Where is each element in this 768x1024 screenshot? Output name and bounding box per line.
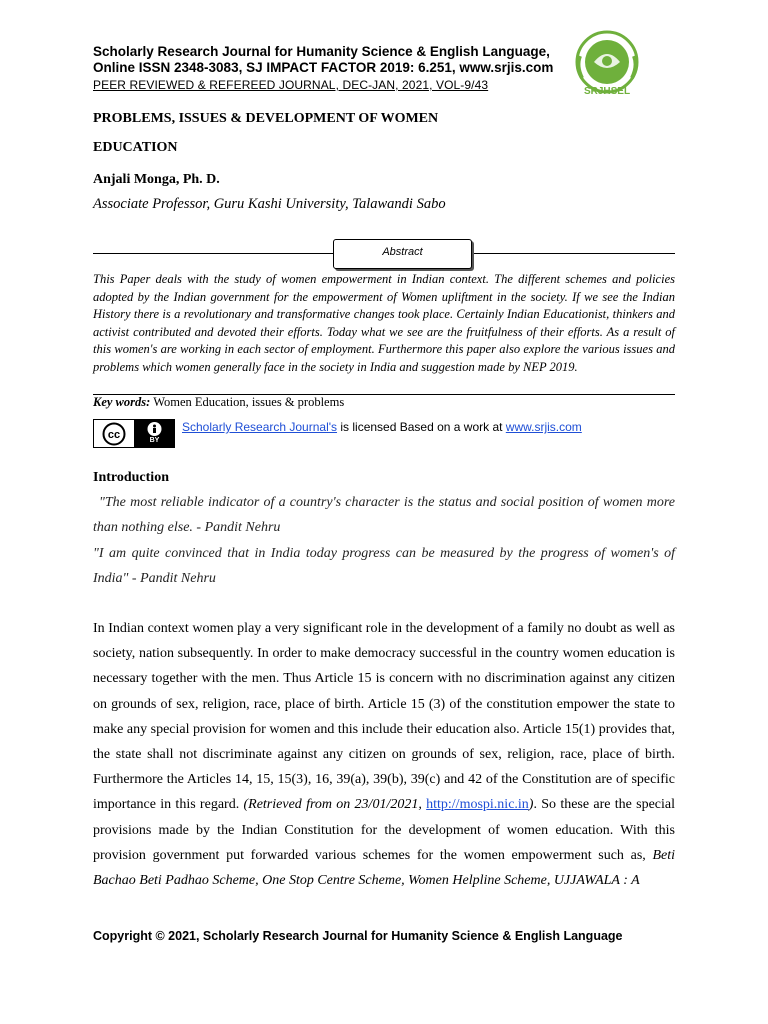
keywords-label: Key words: <box>93 395 151 409</box>
copyright-footer: Copyright © 2021, Scholarly Research Journal for Humanity Science & English Language <box>93 929 623 943</box>
journal-title-line: Scholarly Research Journal for Humanity Science & English Language, <box>93 44 550 59</box>
abstract-text: This Paper deals with the study of women empowerment in Indian context. The different schemes and policies adopted by the Indian government for the empowerment of Women upliftment in the society. If we see the Indian History there is a revolutionary and transformative changes took place. Certainly Indian Educationist, thinkers and activist contributed and devoted their efforts. Today what we see are the fruitfulness of their efforts. As a result of this women's are working in each sector of employment. Furthermore this paper also explore the various issues and problems which women generally face in the society in India and suggestion made by NEP 2019. <box>93 272 675 374</box>
journal-peer-review-line: PEER REVIEWED & REFEREED JOURNAL, DEC-JAN, 2021, VOL-9/43 <box>93 78 489 92</box>
abstract-label-box <box>333 239 472 269</box>
introduction-heading: Introduction <box>93 470 169 485</box>
keywords-value: Women Education, issues & problems <box>153 395 345 409</box>
citation-end: ) <box>528 797 534 813</box>
srjis-site-link[interactable]: www.srjis.com <box>505 420 582 434</box>
by-text: BY <box>149 437 160 444</box>
cc-text: cc <box>107 428 121 441</box>
license-line <box>182 420 582 434</box>
abstract-label: Abstract <box>382 246 423 258</box>
paragraph-text-a: In Indian context women play a very significant role in the development of a family no doubt as well as society, nation subsequently. In order to make democracy successful in the country women education is necessary together with the men. Thus Article 15 is concern with no discrimination against any citizen on grounds of sex, religion, race, place of birth. Article 15 (3) of the constitution empower the state to make any special provision for women and this include their education also. Article 15(1) provides that, the state shall not discriminate against any citizen on grounds of sex, religion, race, place of birth. Furthermore the Articles 14, 15, 15(3), 16, 39(a), 39(b), 39(c) and 42 of the Constitution are of specific importance in this regard. <box>93 621 675 813</box>
author-affiliation: Associate Professor, Guru Kashi University, Talawandi Sabo <box>93 196 446 212</box>
paper-title-line1: PROBLEMS, ISSUES & DEVELOPMENT OF WOMEN <box>93 111 439 126</box>
by-icon <box>135 420 174 447</box>
mospi-link[interactable]: http://mospi.nic.in <box>426 797 529 813</box>
author-name: Anjali Monga, Ph. D. <box>93 172 220 187</box>
citation-text: (Retrieved from on 23/01/2021, <box>243 797 427 813</box>
introduction-paragraph <box>93 616 675 893</box>
logo-text: SRJHSEL <box>583 86 631 97</box>
keywords <box>93 395 344 410</box>
paper-title <box>93 104 513 162</box>
schemes-list: Beti Bachao Beti Padhao Scheme, One Stop Centre Scheme, Women Helpline Scheme, UJJAWALA : A <box>93 847 675 889</box>
nehru-quote-2: "I am quite convinced that in India today progress can be measured by the progress of women's of India" - Pandit Nehru <box>93 546 675 586</box>
paper-title-line2: EDUCATION <box>93 140 178 155</box>
cc-by-badge <box>93 419 175 448</box>
license-middle-text: is licensed Based on a work at <box>337 420 506 434</box>
journal-issn-line: Online ISSN 2348-3083, SJ IMPACT FACTOR 2019: 6.251, www.srjis.com <box>93 60 554 75</box>
journal-link[interactable]: Scholarly Research Journal's <box>182 420 338 434</box>
cc-icon <box>94 420 135 447</box>
paragraph-text-b: . So these are the special provisions made by the Indian Constitution for the development of women education. With this provision government put forwarded various schemes for the women empowerment such as, <box>93 797 675 863</box>
journal-logo <box>568 26 646 104</box>
nehru-quote-1: "The most reliable indicator of a country's character is the status and social position of women more than nothing else. - Pandit Nehru <box>93 495 675 535</box>
